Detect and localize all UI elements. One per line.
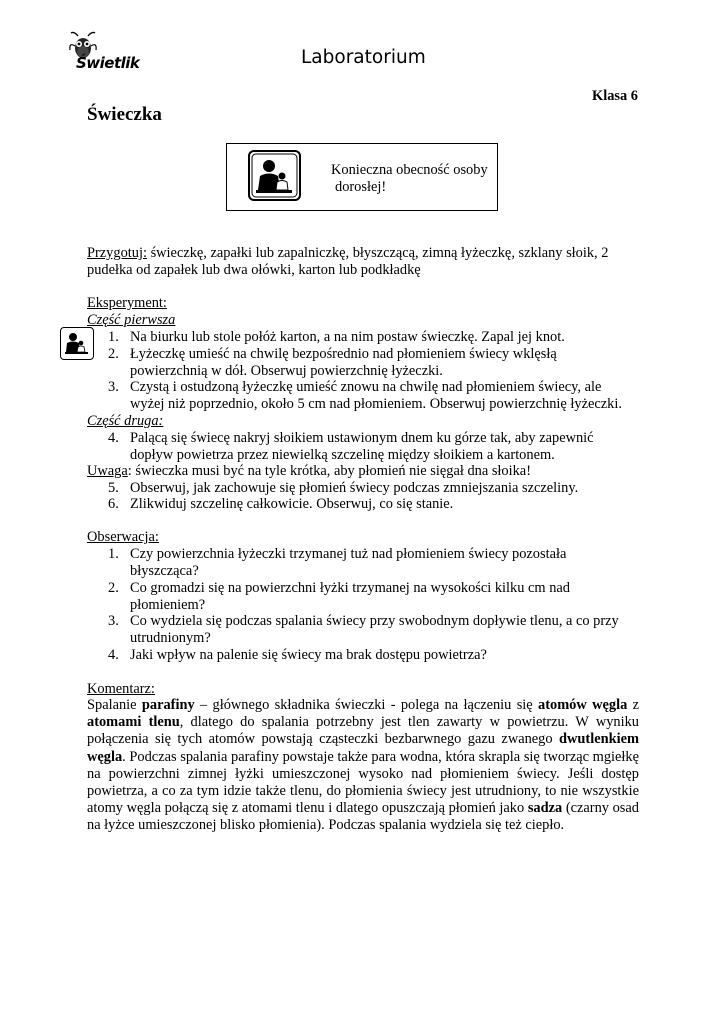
prepare-section [87, 245, 638, 278]
adult-supervision-icon [248, 150, 301, 201]
warning-text: : świeczka musi być na tyle krótka, aby płomień nie sięgał dna słoika! [127, 463, 531, 479]
item-text: płomieniem? [130, 596, 206, 613]
comment-text: . Podczas spalania parafiny powstaje także para wodna, która skrapla się tworząc mgiełkę na powierzchni zimnej łyżki umieszczonej wysoko nad płomieniem świecy. Jeśli dostęp powietrza, a co za tym idzie także tlenu, do płomienia świecy jest utrudniony, to nie wszystkie atomy węgla połączą się z atomami tlenu i dlatego opuszczają płomień jako [87, 748, 639, 817]
item-number: 1. [108, 329, 119, 345]
comment-text: , dlatego do spalania potrzebny jest tlen zawarty w powietrzu. W wyniku połączenia się tych atomów powstają cząsteczki bezbarwnego gazu zwanego [87, 714, 639, 748]
comment-bold: atomami tlenu [87, 714, 180, 731]
part1-label: Część pierwsza [87, 312, 176, 328]
item-number: 6. [108, 496, 119, 512]
prepare-line-1 [87, 245, 638, 262]
header-title: Laboratorium [301, 47, 426, 68]
comment-text: Spalanie [87, 697, 142, 713]
item-text: Czy powierzchnia łyżeczki trzymanej tuż nad płomieniem świecy pozostała [130, 546, 567, 562]
adult-notice-box [226, 143, 498, 211]
item-text: błyszcząca? [130, 562, 199, 579]
item-text: Palącą się świecę nakryj słoikiem ustawionym dnem ku górze tak, aby zapewnić [130, 430, 594, 446]
logo-text: Świetlik [76, 54, 140, 72]
item-number: 2. [108, 346, 119, 362]
comment-text: z [627, 697, 639, 713]
comment-bold: sadza [527, 800, 563, 817]
item-text: Na biurku lub stole połóż karton, a na nim postaw świeczkę. Zapal jej knot. [130, 329, 565, 345]
comment-bold: parafiny [141, 697, 195, 713]
item-text: wyżej niż poprzednio, około 5 cm nad płomieniem. Obserwuj powierzchnię łyżeczki. [130, 395, 622, 412]
part2-label: Część druga: [87, 413, 164, 429]
notice-line-1: Konieczna obecność osoby [331, 162, 488, 178]
logo [66, 30, 146, 74]
item-text: Zlikwiduj szczelinę całkowicie. Obserwuj, co się stanie. [130, 496, 454, 512]
warning-line [87, 463, 531, 480]
prepare-line-2: pudełka od zapałek lub dwa ołówki, karton lub podkładkę [87, 261, 421, 278]
item-number: 4. [108, 647, 119, 663]
item-text: utrudnionym? [130, 629, 211, 646]
item-text: Co wydziela się podczas spalania świecy przy swobodnym dopływie tlenu, a co przy [130, 613, 619, 629]
item-text: Czystą i ostudzoną łyżeczkę umieść znowu na chwilę nad płomieniem świecy, ale [130, 379, 602, 395]
item-text: Jaki wpływ na palenie się świecy ma brak dostępu powietrza? [130, 647, 487, 663]
prepare-label: Przygotuj: [87, 245, 147, 261]
comment-label: Komentarz: [87, 681, 155, 697]
notice-line-2: dorosłej! [335, 179, 387, 195]
item-text: Co gromadzi się na powierzchni łyżki trzymanej na wysokości kilku cm nad [130, 580, 570, 596]
experiment-label: Eksperyment: [87, 295, 167, 311]
item-number: 2. [108, 580, 119, 596]
comment-bold: dwutlenkiem węgla [87, 731, 639, 765]
item-number: 4. [108, 430, 119, 446]
class-label: Klasa 6 [592, 88, 638, 104]
comment-text: – głównego składnika świeczki - polega na łączeniu się [194, 697, 539, 713]
warning-label: Uwaga [87, 463, 128, 479]
adult-supervision-small-icon [60, 327, 94, 360]
item-number: 3. [108, 379, 119, 395]
page-title: Świeczka [87, 104, 162, 125]
item-text: Obserwuj, jak zachowuje się płomień świecy podczas zmniejszania szczeliny. [130, 480, 579, 496]
item-text: dopływ powietrza przez niewielką szczelinę między słoikiem a kartonem. [130, 446, 555, 463]
prepare-text-1: świeczkę, zapałki lub zapalniczkę, błyszczącą, zimną łyżeczkę, szklany słoik, 2 [146, 245, 609, 261]
comment-paragraph [87, 697, 639, 835]
item-number: 1. [108, 546, 119, 562]
comment-text: (czarny osad na łyżce umieszczonej blisko płomienia). Podczas spalania wydziela się też ciepło. [87, 800, 639, 834]
item-number: 5. [108, 480, 119, 496]
item-number: 3. [108, 613, 119, 629]
observation-label: Obserwacja: [87, 529, 159, 545]
item-text: powierzchnią w dół. Obserwuj powierzchnię łyżeczki. [130, 362, 443, 379]
item-text: Łyżeczkę umieść na chwilę bezpośrednio nad płomieniem świecy wklęsłą [130, 346, 557, 362]
comment-bold: atomów węgla [538, 697, 628, 713]
